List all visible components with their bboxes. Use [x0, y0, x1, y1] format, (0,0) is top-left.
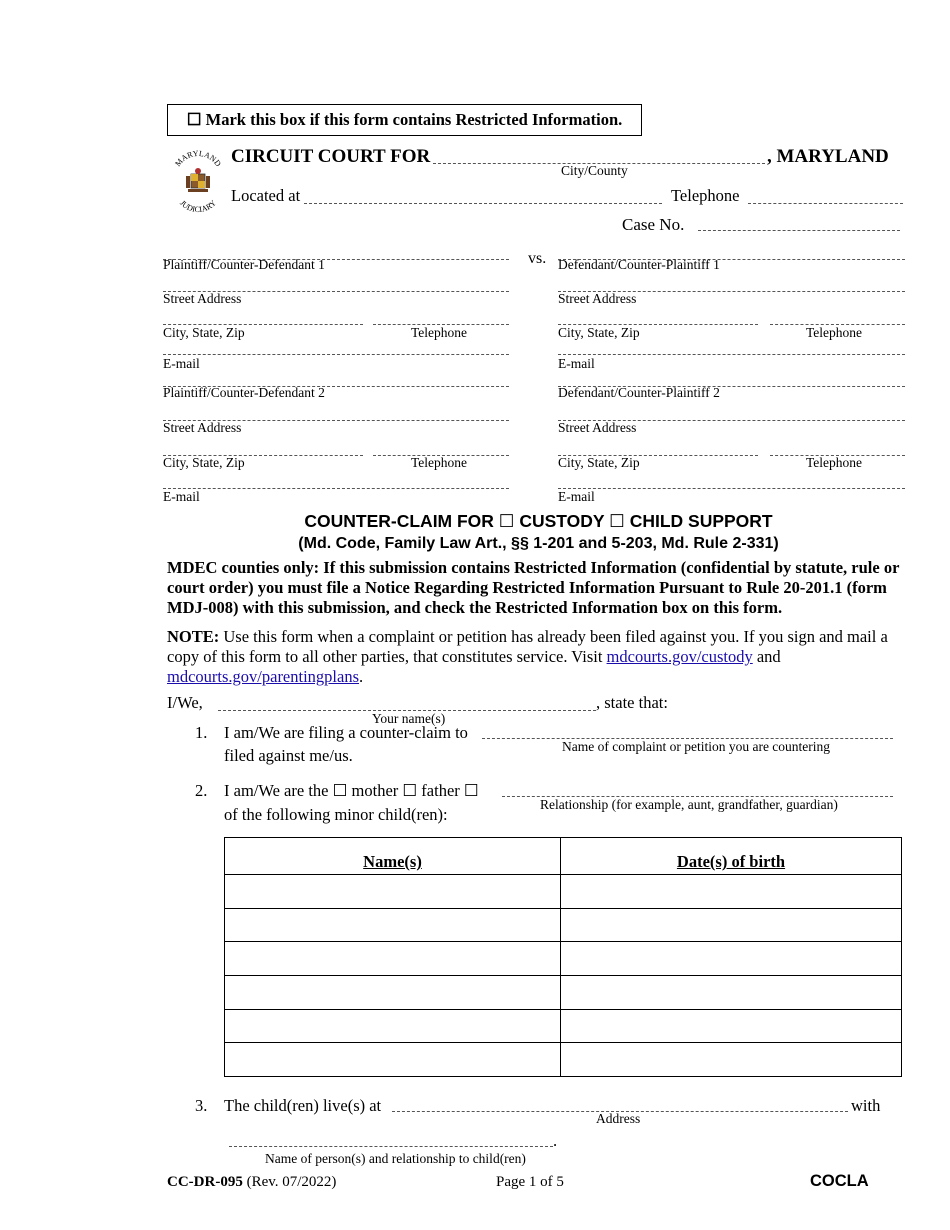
svg-text:MARYLAND: [173, 149, 223, 168]
item3-number: 3.: [195, 1096, 208, 1115]
item1-number: 1.: [195, 723, 208, 742]
note-text: Use this form when a complaint or petition has already been filed against you. If you sign and mail a copy of this form to all other parties, that constitutes service. Visit: [167, 627, 888, 666]
table-row: [225, 942, 902, 976]
plaintiff1-city-caption: City, State, Zip: [163, 325, 245, 340]
seal-bottom-text: JUDICIARY: [178, 198, 218, 215]
state-that-label: , state that:: [596, 693, 668, 712]
table-row: [225, 908, 902, 942]
form-title: COUNTER-CLAIM FOR ☐ CUSTODY ☐ CHILD SUPPORT: [304, 511, 773, 531]
defendant1-caption: Defendant/Counter-Plaintiff 1: [558, 257, 720, 272]
vs-label: vs.: [528, 250, 547, 267]
defendant1-email-caption: E-mail: [558, 356, 595, 371]
item2-text[interactable]: I am/We are the ☐ mother ☐ father ☐: [224, 781, 479, 800]
defendant1-telephone-caption: Telephone: [806, 325, 863, 340]
child-name-cell[interactable]: [225, 975, 561, 1009]
case-no-label: Case No.: [622, 215, 685, 234]
court-telephone-label: Telephone: [671, 186, 740, 205]
table-row: [225, 975, 902, 1009]
child-dob-cell[interactable]: [561, 1043, 902, 1077]
item3-address-caption: Address: [596, 1111, 641, 1126]
item2-caption: Relationship (for example, aunt, grandfather, guardian): [540, 797, 838, 812]
page-number: Page 1 of 5: [496, 1174, 564, 1190]
defendant1-street-caption: Street Address: [558, 291, 637, 306]
child-dob-cell[interactable]: [561, 875, 902, 909]
defendant2-caption: Defendant/Counter-Plaintiff 2: [558, 385, 720, 400]
city-county-caption: City/County: [561, 163, 628, 178]
child-dob-cell[interactable]: [561, 1009, 902, 1043]
defendant2-email-caption: E-mail: [558, 489, 595, 504]
form-code: COCLA: [810, 1172, 869, 1190]
plaintiff1-street-caption: Street Address: [163, 291, 242, 306]
item1-text2: filed against me/us.: [224, 746, 353, 765]
footer-form-id: [167, 1174, 336, 1191]
names-column-header: Name(s): [225, 838, 561, 875]
child-dob-cell[interactable]: [561, 942, 902, 976]
plaintiff2-caption: Plaintiff/Counter-Defendant 2: [163, 385, 325, 400]
table-row: [225, 1009, 902, 1043]
plaintiff1-caption: Plaintiff/Counter-Defendant 1: [163, 257, 325, 272]
restricted-info-checkbox[interactable]: [167, 104, 642, 136]
circuit-court-label: CIRCUIT COURT FOR: [231, 146, 431, 167]
court-telephone-field[interactable]: [748, 203, 903, 204]
defendant2-street-caption: Street Address: [558, 420, 637, 435]
plaintiff2-street-caption: Street Address: [163, 420, 242, 435]
dob-column-header: Date(s) of birth: [561, 838, 902, 875]
child-name-cell[interactable]: [225, 908, 561, 942]
parentingplans-link[interactable]: mdcourts.gov/parentingplans: [167, 667, 360, 686]
located-at-label: Located at: [231, 186, 301, 205]
child-name-cell[interactable]: [225, 875, 561, 909]
item2-text2: of the following minor child(ren):: [224, 805, 448, 824]
plaintiff2-city-caption: City, State, Zip: [163, 455, 245, 470]
child-dob-cell[interactable]: [561, 908, 902, 942]
custody-link[interactable]: mdcourts.gov/custody: [606, 647, 753, 666]
case-no-field[interactable]: [698, 230, 900, 231]
located-at-field[interactable]: [304, 203, 662, 204]
defendant1-email-field[interactable]: [558, 354, 905, 355]
plaintiff2-telephone-caption: Telephone: [411, 455, 468, 470]
note-and: and: [752, 647, 781, 666]
person-relationship-field[interactable]: [229, 1146, 553, 1147]
child-name-cell[interactable]: [225, 1009, 561, 1043]
plaintiff1-telephone-caption: Telephone: [411, 325, 468, 340]
note-end: .: [359, 667, 364, 686]
item2-number: 2.: [195, 781, 208, 800]
your-names-caption: Your name(s): [372, 711, 446, 726]
note-paragraph: [167, 627, 907, 687]
defendant2-city-caption: City, State, Zip: [558, 455, 640, 470]
item1-caption: Name of complaint or petition you are countering: [562, 739, 831, 754]
child-name-cell[interactable]: [225, 942, 561, 976]
note-label: NOTE:: [167, 627, 220, 646]
item3-text: The child(ren) live(s) at: [224, 1096, 382, 1115]
table-row: [225, 875, 902, 909]
svg-text:JUDICIARY: [178, 198, 218, 214]
seal-top-text: MARYLAND: [173, 148, 223, 169]
defendant1-city-caption: City, State, Zip: [558, 325, 640, 340]
defendant2-telephone-caption: Telephone: [806, 455, 863, 470]
form-id: CC-DR-095: [167, 1174, 243, 1190]
table-row: [225, 1043, 902, 1077]
form-subtitle: (Md. Code, Family Law Art., §§ 1-201 and 5-203, Md. Rule 2-331): [298, 535, 779, 552]
restricted-info-label: ☐ Mark this box if this form contains Restricted Information.: [186, 110, 623, 129]
defendant2-email-field[interactable]: [558, 488, 905, 489]
plaintiff2-email-caption: E-mail: [163, 489, 200, 504]
item3-with: with: [851, 1096, 881, 1115]
i-we-label: I/We,: [167, 693, 203, 712]
plaintiff2-email-field[interactable]: [163, 488, 509, 489]
item3-period: .: [553, 1131, 558, 1150]
item1-text: I am/We are filing a counter-claim to: [224, 723, 468, 742]
maryland-label: , MARYLAND: [767, 146, 889, 167]
item3-person-caption: Name of person(s) and relationship to child(ren): [265, 1151, 526, 1166]
children-table: [224, 837, 902, 1077]
child-dob-cell[interactable]: [561, 975, 902, 1009]
revision: (Rev. 07/2022): [242, 1174, 337, 1190]
mdec-notice: MDEC counties only: If this submission contains Restricted Information (confidential by statute, rule or court order) you must file a Notice Regarding Restricted Information Pursuant to Rule 20-201.1 (form MDJ-008) with this submission, and check the Restricted Information box on this form.: [167, 558, 900, 617]
plaintiff1-email-caption: E-mail: [163, 356, 200, 371]
plaintiff1-email-field[interactable]: [163, 354, 509, 355]
maryland-judiciary-seal-icon: [168, 148, 228, 216]
child-name-cell[interactable]: [225, 1043, 561, 1077]
